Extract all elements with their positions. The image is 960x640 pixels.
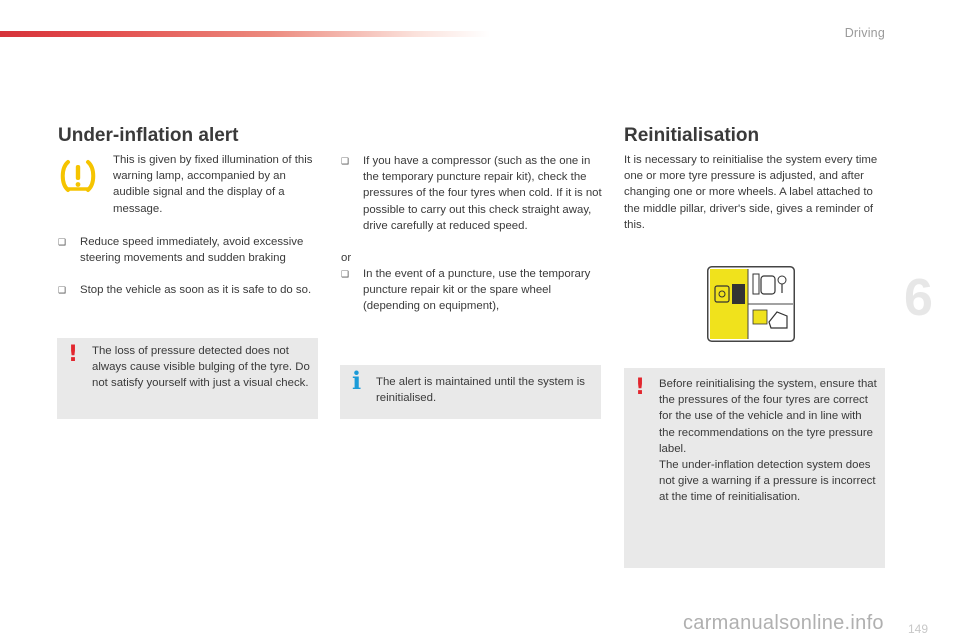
chapter-number: 6 [904,269,933,327]
under-inflation-intro: This is given by fixed illumination of this warning lamp, accompanied by an audible signal and the display of a message. [113,154,313,215]
tyre-warning-lamp-icon [58,156,98,196]
reinitialisation-title: Reinitialisation [624,125,760,146]
bullet-icon: ❑ [341,156,350,166]
warning-note-pressure-loss: ! The loss of pressure detected does not always cause visible bulging of the tyre. Do not satisfy yourself with just a visual check. [57,338,318,419]
reinitialisation-paragraph: It is necessary to reinitialise the system every time one or more tyre pressure is adjusted, and after changing one or more wheels. A label attached to the middle pillar, driver's side, gives a reminder of this. [624,154,878,231]
section-title: Driving [844,26,885,40]
header-accent-bar [0,31,490,37]
warning-exclamation-icon: ! [635,375,646,400]
warning-note-before-reinitialising: ! Before reinitialising the system, ensure that the pressures of the four tyres are correct for the use of the vehicle and in line with the recommendations on the tyre pressure label. The under-inflation detection system does not give a warning if a pressure is incorrect at the time of reinitialisation. [624,368,885,568]
bullet-stop-vehicle: ❑ Stop the vehicle as soon as it is safe to do so. [58,282,320,298]
bullet-reduce-speed: ❑ Reduce speed immediately, avoid excessive steering movements and sudden braking [58,236,304,265]
bullet-puncture: ❑ In the event of a puncture, use the temporary puncture repair kit or the spare wheel (depending on equipment), [341,268,591,313]
info-note-alert-maintained: i The alert is maintained until the system is reinitialised. [340,365,601,419]
bullet-compressor: ❑ If you have a compressor (such as the one in the temporary puncture repair kit), check the pressures of the four tyres when cold. If it is not possible to carry out this check straight away, drive carefully at reduced speed. [341,155,602,232]
info-icon: i [352,366,362,395]
or-connector: or [341,252,352,264]
bullet-icon: ❑ [341,269,350,279]
bullet-icon: ❑ [58,285,67,295]
warning-exclamation-icon: ! [68,342,79,367]
bullet-icon: ❑ [58,237,67,247]
tyre-pressure-label-image [707,266,795,342]
page-number: 149 [908,622,929,636]
under-inflation-title: Under-inflation alert [58,125,239,146]
watermark: carmanualsonline.info [683,612,884,634]
